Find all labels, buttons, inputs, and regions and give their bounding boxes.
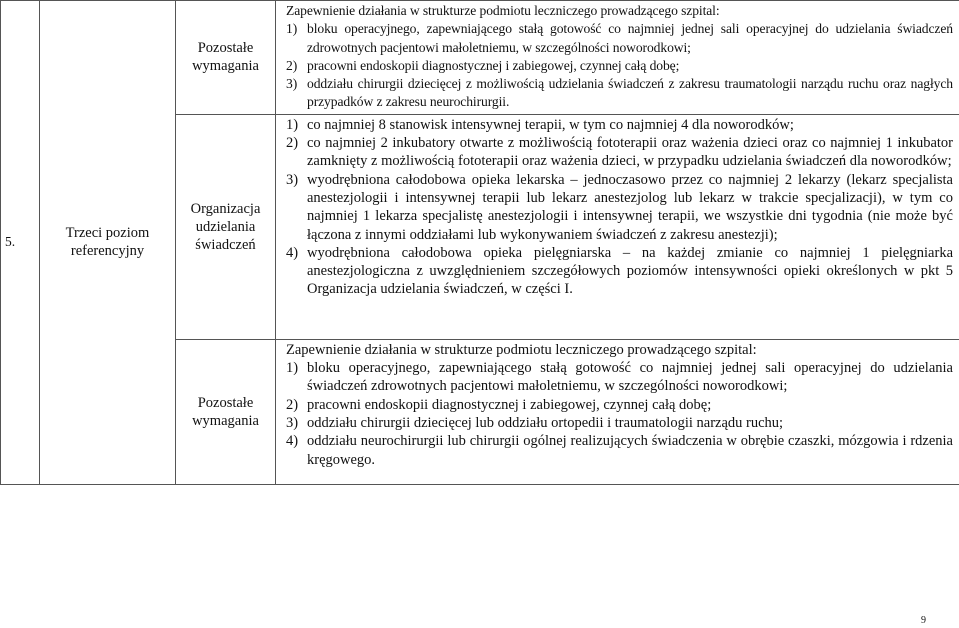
list-item: 2) pracowni endoskopii diagnostycznej i zabiegowej, czynnej całą dobę; <box>286 57 680 73</box>
list-item: 1) bloku operacyjnego, zapewniającego stałą gotowość co najmniej jednej sali operacyjnej do udzielania świadczeń zdrowotnych pacjentowi małoletniemu, w szczególności noworodkowi; <box>286 360 953 395</box>
list-item: 4) wyodrębniona całodobowa opieka pielęgniarska – na każdej zmianie co najmniej 1 pielęgniarka anestezjologiczna z uwzględnieniem szczegółowych poziomów intensywności opieki określonych w pkt 5 Organizacja udzielania świadczeń, w części I. <box>286 244 953 298</box>
requirements-cell <box>276 339 959 484</box>
reference-level: Trzeci poziom referencyjny <box>40 1 176 485</box>
list-item: 4) oddziału neurochirurgii lub chirurgii ogólnej realizujących świadczenia w obrębie czaszki, mózgowia i rdzenia kręgowego. <box>286 433 953 468</box>
row-number: 5. <box>1 1 40 485</box>
list-item: 2) pracowni endoskopii diagnostycznej i zabiegowej, czynnej całą dobę; <box>286 396 712 413</box>
requirements-cell <box>276 114 959 339</box>
page-number: 9 <box>921 615 926 626</box>
table-row <box>1 1 959 115</box>
requirements-cell <box>276 1 959 115</box>
requirements-list <box>286 20 953 111</box>
list-item: 2) co najmniej 2 inkubatory otwarte z możliwością fototerapii oraz ważenia dzieci oraz co najmniej 1 inkubator zamknięty z możliwością fototerapii oraz ważenia dzieci, w przypadku udzielania świadczeń dla noworodków; <box>286 135 953 170</box>
requirements-list <box>286 359 953 469</box>
section-heading: Zapewnienie działania w strukturze podmiotu leczniczego prowadzącego szpital: <box>286 3 720 18</box>
list-item: 1) co najmniej 8 stanowisk intensywnej terapii, w tym co najmniej 4 dla noworodków; <box>286 116 794 133</box>
list-item: 3) wyodrębniona całodobowa opieka lekarska – jednoczasowo przez co najmniej 2 lekarzy (lekarz specjalista anestezjologii i intensywnej terapii lub lekarz anestezjolog lub lekarz w trakcie specjalizacji), w tym co najmniej 1 lekarza specjalistę anestezjologii i intensywnej terapii, we wszystkie dni tygodnia (nie może być łączona z innymi oddziałami lub wykonywaniem świadczeń z zakresu anestezji); <box>286 171 953 243</box>
list-item: 1) bloku operacyjnego, zapewniającego stałą gotowość co najmniej jednej sali operacyjnej do udzielania świadczeń zdrowotnych pacjentowi małoletniemu, w szczególności noworodkowi; <box>286 21 953 55</box>
requirements-list <box>286 116 953 299</box>
list-item: 3) oddziału chirurgii dziecięcej lub oddziału ortopedii i traumatologii narządu ruchu; <box>286 414 784 431</box>
section-heading: Zapewnienie działania w strukturze podmiotu leczniczego prowadzącego szpital: <box>286 341 757 358</box>
category-label: Pozostałe wymagania <box>176 339 276 484</box>
list-item: 3) oddziału chirurgii dziecięcej z możliwością udzielania świadczeń z zakresu traumatologii narządu ruchu oraz nagłych przypadków z zakresu neurochirurgii. <box>286 76 953 110</box>
category-label: Pozostałe wymagania <box>176 1 276 115</box>
category-label: Organizacja udzielania świadczeń <box>176 114 276 339</box>
